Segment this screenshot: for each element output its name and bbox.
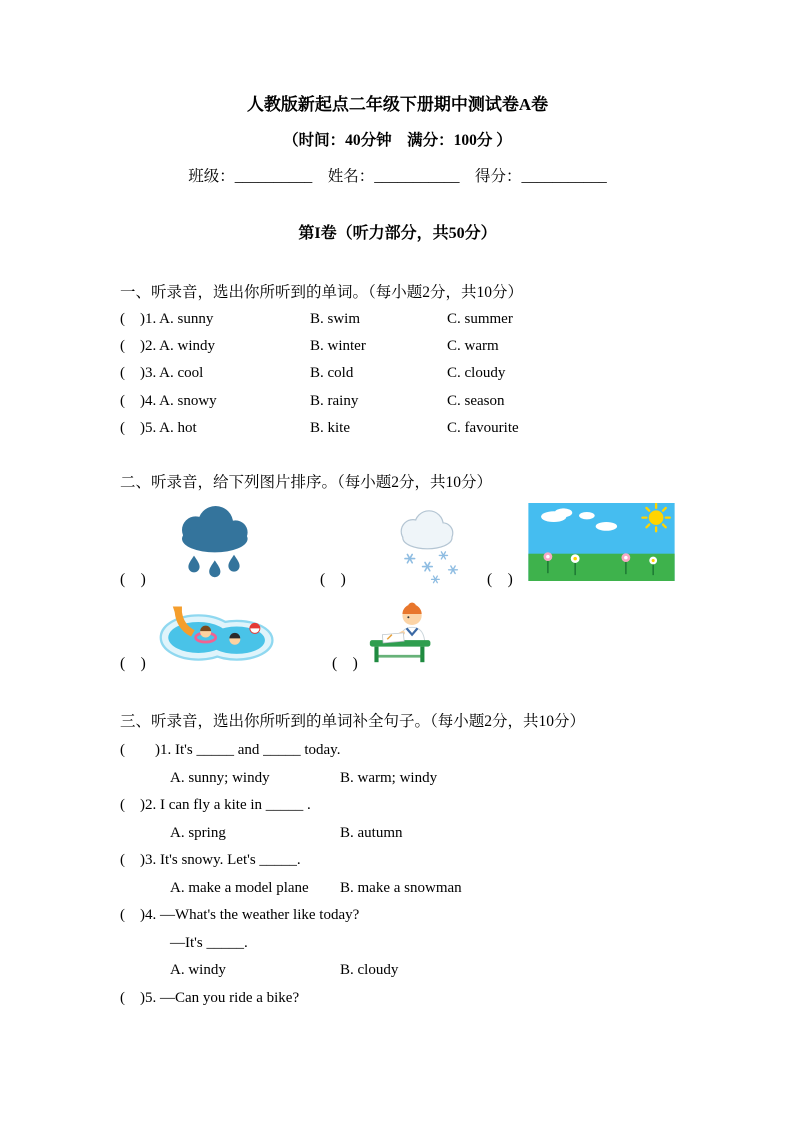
option-c: C. season bbox=[447, 392, 505, 409]
option-a: ( )4. A. snowy bbox=[120, 392, 217, 409]
answer-bracket-1: ( ) bbox=[120, 571, 146, 589]
option-b: B. autumn bbox=[340, 824, 403, 841]
question-text: ( )2. I can fly a kite in _____ . bbox=[120, 797, 311, 814]
option-a: A. spring bbox=[170, 824, 226, 841]
rain-cloud-image bbox=[170, 505, 258, 583]
section1-question-list bbox=[120, 306, 675, 442]
raindrop-icons bbox=[188, 555, 239, 577]
option-b: B. cloudy bbox=[340, 962, 399, 979]
question-2-options bbox=[120, 820, 675, 848]
answer-bracket-5: ( ) bbox=[332, 655, 358, 673]
option-b: B. rainy bbox=[310, 392, 359, 409]
option-c: C. cloudy bbox=[447, 365, 506, 382]
question-row-5 bbox=[120, 415, 675, 442]
option-b: B. swim bbox=[310, 311, 361, 327]
option-c: C. warm bbox=[447, 338, 499, 355]
option-a: A. make a model plane bbox=[170, 879, 309, 896]
option-b: B. kite bbox=[310, 419, 350, 436]
question-4-options bbox=[120, 957, 675, 985]
question-5 bbox=[120, 985, 675, 1013]
exam-time-score-line: （时间：40分钟 满分：100分 ） bbox=[283, 132, 512, 149]
question-text: ( )4. —What's the weather like today? bbox=[120, 907, 360, 924]
section2-picture-row-1 bbox=[120, 503, 675, 591]
page-title: 人教版新起点二年级下册期中测试卷A卷 bbox=[246, 95, 549, 114]
option-b: B. cold bbox=[310, 365, 354, 382]
option-b: B. warm; windy bbox=[340, 769, 438, 786]
sun-icon bbox=[642, 504, 669, 531]
paper bbox=[382, 633, 404, 643]
section2-heading: 二、听录音，给下列图片排序。（每小题2分，共10分） bbox=[120, 474, 493, 492]
answer-text: —It's _____. bbox=[170, 934, 248, 951]
option-a: ( )5. A. hot bbox=[120, 419, 197, 436]
beach-ball-icon bbox=[250, 623, 260, 633]
boy-writing-image bbox=[368, 597, 446, 665]
part1-title: 第I卷（听力部分，共50分） bbox=[298, 225, 497, 242]
question-1-options bbox=[120, 765, 675, 793]
section1-heading: 一、听录音，选出你所听到的单词。（每小题2分，共10分） bbox=[120, 284, 524, 301]
question-4-answer-line bbox=[120, 930, 675, 958]
answer-bracket-4: ( ) bbox=[120, 655, 146, 673]
question-row-2 bbox=[120, 333, 675, 360]
snowflake-icons bbox=[405, 552, 457, 583]
option-a: A. sunny; windy bbox=[170, 769, 270, 786]
section3-question-list bbox=[120, 737, 675, 1012]
option-a: A. windy bbox=[170, 962, 226, 979]
question-3 bbox=[120, 847, 675, 875]
question-1 bbox=[120, 737, 675, 765]
section2-picture-row-2 bbox=[120, 601, 675, 675]
section3-heading: 三、听录音，选出你所听到的单词补全句子。（每小题2分，共10分） bbox=[120, 713, 586, 731]
question-row-3 bbox=[120, 360, 675, 387]
question-row-4 bbox=[120, 388, 675, 415]
swimming-pool-image bbox=[155, 601, 280, 663]
question-text: ( )1. It's _____ and _____ today. bbox=[120, 742, 341, 759]
option-b: B. make a snowman bbox=[340, 879, 462, 896]
question-4 bbox=[120, 902, 675, 930]
question-text: ( )3. It's snowy. Let's _____. bbox=[120, 852, 301, 869]
sunny-garden-image bbox=[528, 503, 675, 581]
answer-bracket-3: ( ) bbox=[487, 571, 513, 589]
option-c: C. summer bbox=[447, 311, 513, 327]
option-b: B. winter bbox=[310, 338, 366, 355]
question-2 bbox=[120, 792, 675, 820]
question-text: ( )5. —Can you ride a bike? bbox=[120, 989, 300, 1006]
student-info-line: 班级：__________ 姓名：___________ 得分：___________ bbox=[188, 168, 607, 185]
question-row-1 bbox=[120, 306, 675, 333]
option-c: C. favourite bbox=[447, 419, 519, 436]
snow-cloud-image bbox=[388, 509, 470, 585]
option-a: ( )3. A. cool bbox=[120, 365, 204, 382]
question-3-options bbox=[120, 875, 675, 903]
answer-bracket-2: ( ) bbox=[320, 571, 346, 589]
option-a: ( )1. A. sunny bbox=[120, 311, 214, 327]
option-a: ( )2. A. windy bbox=[120, 338, 215, 355]
